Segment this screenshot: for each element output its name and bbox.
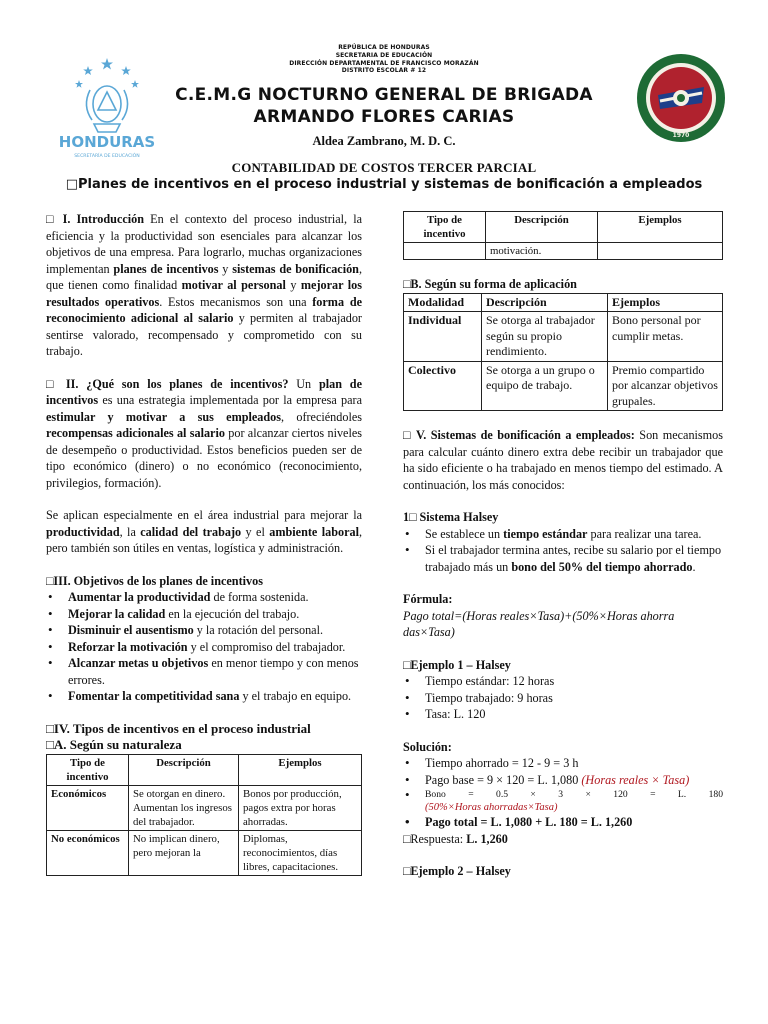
table-cell — [404, 243, 486, 260]
definition-text: Un — [288, 376, 319, 391]
list-item — [403, 526, 723, 543]
solution-annotation: (50%×Horas ahorradas×Tasa) — [425, 802, 558, 813]
intro-text: y permiten al trabajador sentirse valorado, recompensado y comprometido con su trabajo. — [46, 311, 362, 358]
list-item — [403, 542, 723, 575]
definition-bold: recompensas adicionales al salario — [46, 426, 225, 440]
application-form-table — [403, 293, 723, 412]
objective-text: y el compromiso del trabajador. — [187, 639, 346, 654]
table-row — [404, 361, 723, 411]
table-header-row — [404, 212, 723, 243]
table-cell: No implican dinero, pero mejoran la — [129, 830, 239, 875]
halsey-heading — [403, 509, 723, 526]
intro-text: , que tienen como finalidad — [46, 261, 362, 292]
halsey-bold: tiempo estándar — [503, 526, 588, 541]
definition-paragraph — [46, 376, 362, 492]
table-cell: Diplomas, reconocimientos, días libres, capacitaciones. — [239, 830, 362, 875]
application-form-heading — [403, 276, 723, 293]
list-item: • Tasa: L. 120 — [403, 706, 723, 723]
logo-wordmark: HONDURAS — [58, 133, 156, 151]
introduction-paragraph — [46, 211, 362, 360]
application-form-heading-text: □B. Según su forma de aplicación — [403, 277, 577, 291]
types-subheading — [46, 737, 362, 754]
intro-text: y — [218, 261, 233, 276]
honduras-education-logo — [52, 54, 162, 164]
objectives-heading — [46, 573, 362, 590]
exam-title: CONTABILIDAD DE COSTOS TERCER PARCIAL — [231, 160, 537, 175]
table-header: Tipo de incentivo — [47, 754, 129, 785]
bonus-systems-text: Son mecanismos para calcular cuánto dinero extra debe recibir un trabajador que ha sido eficiente o ha trabajado en menos tiempo del estimado. A continuación, los más conocidos: — [403, 428, 723, 492]
list-item — [46, 606, 362, 623]
application-bold: productividad — [46, 524, 120, 539]
objectives-list — [46, 589, 362, 705]
types-heading — [46, 721, 362, 738]
intro-bold: motivar al personal — [181, 278, 286, 292]
answer-value: L. 1,260 — [466, 831, 508, 846]
list-item — [46, 655, 362, 688]
list-item — [46, 688, 362, 705]
intro-text: . Estos mecanismos son una — [159, 294, 313, 309]
table-cell: No económicos — [47, 830, 129, 875]
halsey-text: para realizar una tarea. — [587, 526, 702, 541]
introduction-heading: □ I. Introducción — [46, 212, 145, 226]
table-cell: Se otorga al trabajador según su propio rendimiento. — [482, 312, 608, 362]
answer-line — [403, 831, 723, 848]
objective-bold: Disminuir el ausentismo — [68, 623, 194, 637]
objective-text: en la ejecución del trabajo. — [165, 606, 300, 621]
table-row — [47, 785, 362, 830]
table-header-row — [47, 754, 362, 785]
table-cell: Se otorgan en dinero. Aumentan los ingresos del trabajador. — [129, 785, 239, 830]
definition-text: por alcanzar ciertos niveles de desempeño o productividad. Estos beneficios pueden ser de tipo económico (dinero) o no económico (reconocimiento, privilegios, formación). — [46, 426, 362, 490]
intro-bold: sistemas de bonificación — [232, 261, 359, 276]
solution-list — [403, 755, 723, 831]
table-header: Descripción — [482, 293, 608, 312]
table-cell: Se otorga a un grupo o equipo de trabajo. — [482, 361, 608, 411]
table-cell: Bonos por producción, pagos extra por horas ahorradas. — [239, 785, 362, 830]
right-column — [403, 211, 723, 880]
objective-bold: Mejorar la calidad — [68, 606, 166, 621]
objective-text: en menor tiempo y con menos errores. — [68, 656, 359, 687]
objective-text: y el trabajo en equipo. — [239, 689, 352, 703]
bonus-systems-heading: □ V. Sistemas de bonificación a empleados: — [403, 428, 635, 442]
document-title: □Planes de incentivos en el proceso industrial y sistemas de bonificación a empleados — [65, 177, 703, 192]
intro-bold: planes de incentivos — [113, 261, 219, 276]
table-header: Modalidad — [404, 293, 482, 312]
incentive-nature-table — [46, 754, 362, 876]
definition-bold: plan de incentivos — [46, 376, 362, 407]
gov-line: DISTRITO ESCOLAR # 12 — [341, 67, 427, 75]
list-item — [403, 788, 723, 814]
formula-heading — [403, 591, 723, 608]
table-cell: Económicos — [47, 785, 129, 830]
application-text: Se aplican especialmente en el área industrial para mejorar la — [46, 508, 362, 522]
gov-line: DIRECCIÓN DEPARTAMENTAL DE FRANCISCO MORAZÁN — [289, 59, 479, 67]
table-cell: Individual — [404, 312, 482, 362]
halsey-heading-text: 1□ Sistema Halsey — [403, 510, 499, 524]
school-name — [150, 84, 618, 128]
list-item — [46, 622, 362, 639]
gov-line: SECRETARIA DE EDUCACIÓN — [335, 51, 433, 59]
table-cell: Premio compartido por alcanzar objetivos grupales. — [608, 361, 723, 411]
school-location: Aldea Zambrano, M. D. C. — [312, 134, 456, 148]
objective-bold: Aumentar la productividad — [68, 590, 211, 604]
formula-text: Pago total=(Horas reales×Tasa)+(50%×Horas ahorra das×Tasa) — [403, 608, 675, 639]
intro-bold: mejorar los resultados operativos — [46, 278, 362, 309]
table-row — [404, 243, 723, 260]
list-item: • Tiempo ahorrado = 12 - 9 = 3 h — [403, 755, 723, 772]
example1-list — [403, 673, 723, 723]
list-item — [46, 589, 362, 606]
objective-bold: Fomentar la competitividad sana — [68, 689, 240, 703]
table-cell: motivación. — [486, 243, 598, 260]
intro-text: En el contexto del proceso industrial, la eficiencia y la productividad son esenciales para alcanzar los objetivos de una empresa. Para lograrlo, muchas organizaciones implementan — [46, 212, 362, 276]
objective-text: y la rotación del personal. — [193, 623, 324, 637]
application-text: y el — [241, 524, 270, 539]
table-header: Ejemplos — [608, 293, 723, 312]
definition-heading: □ II. ¿Qué son los planes de incentivos? — [46, 376, 289, 391]
seal-year: 1970 — [672, 132, 690, 139]
table-header: Ejemplos — [239, 754, 362, 785]
incentive-nature-table-continued — [403, 211, 723, 260]
example2-heading-text: □Ejemplo 2 – Halsey — [403, 864, 511, 878]
example1-heading-text: □Ejemplo 1 – Halsey — [403, 657, 511, 672]
list-item: • Tiempo estándar: 12 horas — [403, 673, 723, 690]
answer-label: □Respuesta: — [403, 831, 467, 846]
halsey-bold: bono del 50% del tiempo ahorrado — [511, 559, 693, 574]
table-header: Descripción — [486, 212, 598, 243]
list-item — [403, 772, 723, 789]
definition-text: es una estrategia implementada por la empresa para — [98, 393, 362, 407]
intro-bold: forma de reconocimiento adicional al salario — [46, 294, 363, 325]
list-item — [46, 639, 362, 656]
objectives-heading-text: □III. Objetivos de los planes de incentivos — [46, 573, 263, 588]
table-cell: Colectivo — [404, 361, 482, 411]
application-bold: calidad del trabajo — [140, 524, 242, 539]
school-name-line1: C.E.M.G NOCTURNO GENERAL DE BRIGADA — [175, 85, 593, 105]
halsey-text: Si el trabajador termina antes, recibe su salario por el tiempo trabajado más un — [425, 543, 722, 574]
solution-text: Pago base = 9 × 120 = L. 1,080 — [425, 772, 582, 787]
solution-heading — [403, 739, 723, 756]
types-heading-text: □IV. Tipos de incentivos en el proceso industrial — [46, 720, 311, 736]
application-paragraph — [46, 507, 362, 557]
definition-bold: estimular y motivar a sus empleados — [46, 409, 282, 424]
table-header: Tipo de incentivo — [404, 212, 486, 243]
table-cell — [598, 243, 723, 260]
list-item: • Tiempo trabajado: 9 horas — [403, 690, 723, 707]
school-seal-logo — [636, 53, 726, 143]
application-text: , la — [119, 524, 141, 539]
intro-text: y — [285, 278, 301, 292]
example2-heading — [403, 863, 723, 880]
formula-heading-text: Fórmula: — [403, 592, 453, 606]
solution-annotation: (Horas reales × Tasa) — [581, 772, 690, 787]
table-header: Ejemplos — [598, 212, 723, 243]
objective-bold: Alcanzar metas u objetivos — [68, 656, 209, 670]
logo-subtitle: SECRETARÍA DE EDUCACIÓN — [74, 154, 140, 159]
objective-bold: Reforzar la motivación — [68, 639, 188, 654]
objective-text: de forma sostenida. — [210, 590, 309, 604]
gov-line: REPÚBLICA DE HONDURAS — [338, 44, 430, 51]
definition-text: , ofreciéndoles — [281, 409, 362, 424]
halsey-text: . — [692, 559, 696, 574]
left-column — [46, 211, 362, 876]
bonus-systems-paragraph — [403, 427, 723, 493]
solution-heading-text: Solución: — [403, 739, 452, 754]
application-bold: ambiente laboral — [269, 524, 359, 539]
halsey-text: Se establece un — [425, 526, 504, 541]
list-item: • Pago total = L. 1,080 + L. 180 = L. 1,260 — [403, 814, 723, 831]
table-header: Descripción — [129, 754, 239, 785]
school-name-line2: ARMANDO FLORES CARIAS — [253, 107, 515, 127]
application-text: , pero también son útiles en ventas, logística y administración. — [46, 524, 363, 555]
table-row — [404, 312, 723, 362]
types-subheading-text: □A. Según su naturaleza — [46, 737, 182, 752]
table-header-row — [404, 293, 723, 312]
solution-text: • Bono = 0.5 × 3 × 120 = L. 180 — [425, 789, 723, 800]
example1-heading — [403, 657, 723, 674]
table-row — [47, 830, 362, 875]
table-cell: Bono personal por cumplir metas. — [608, 312, 723, 362]
halsey-list — [403, 526, 723, 576]
